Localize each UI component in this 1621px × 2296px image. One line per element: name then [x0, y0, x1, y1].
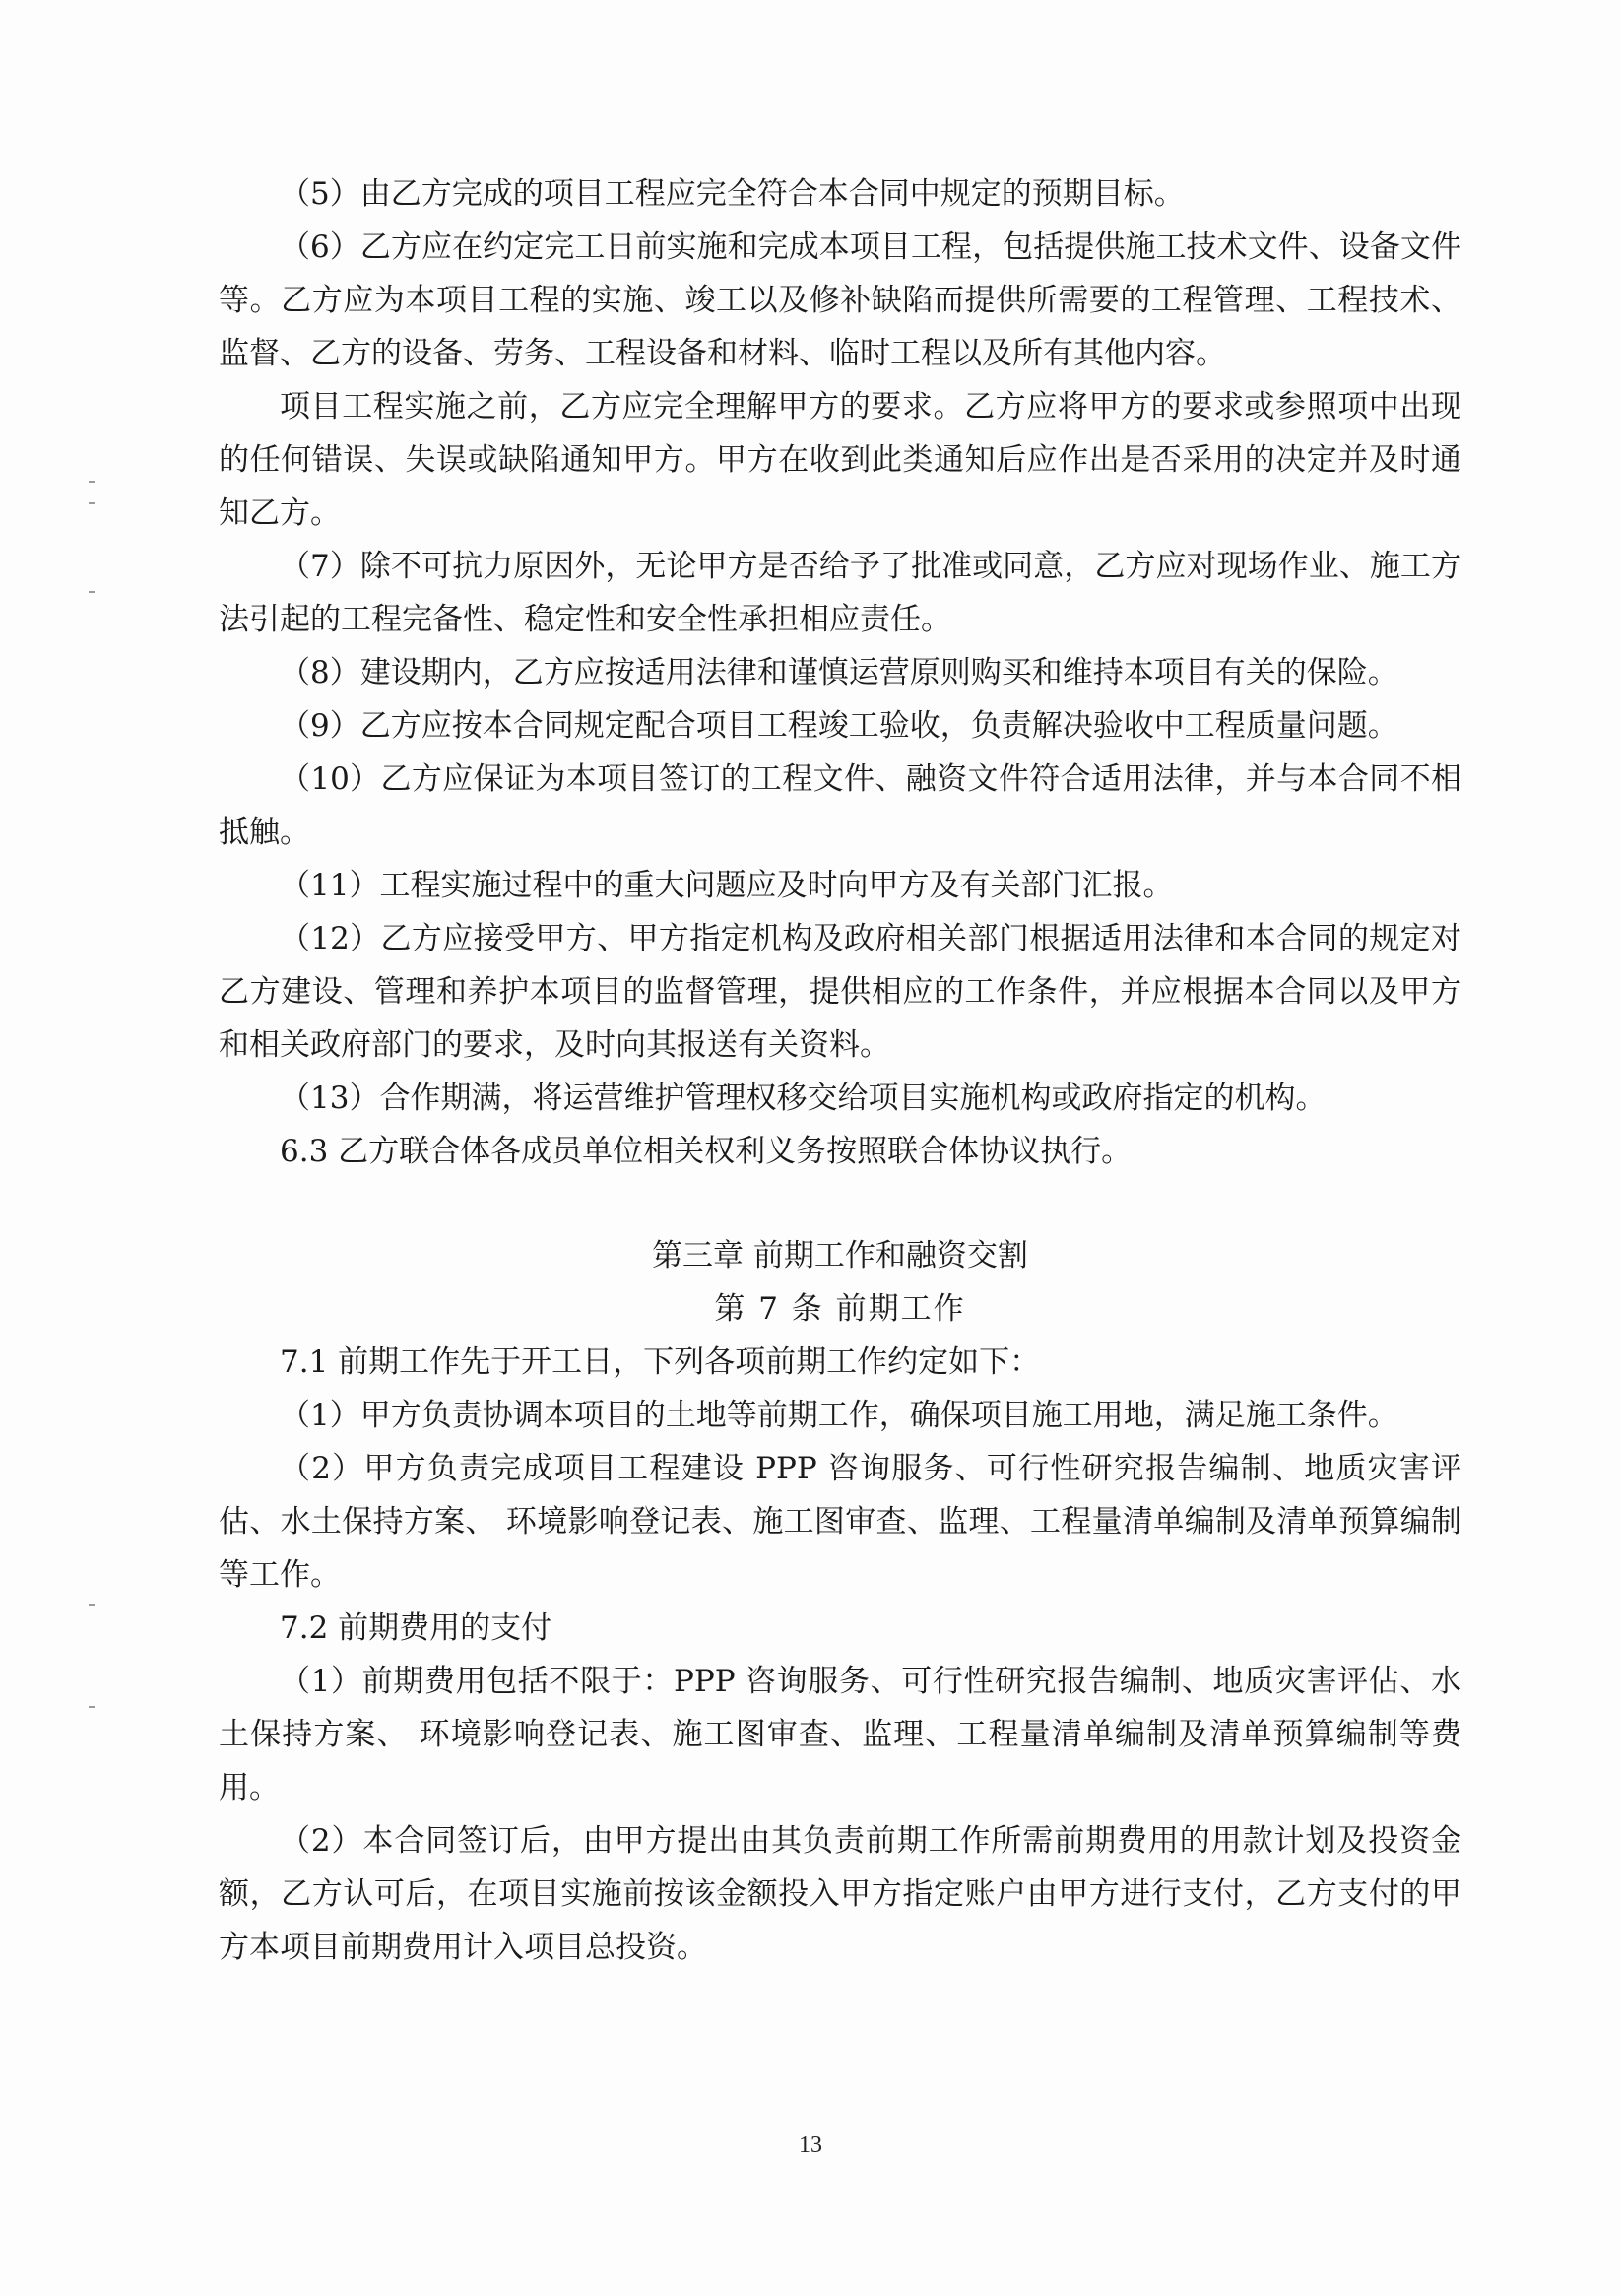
paragraph: （1）甲方负责协调本项目的土地等前期工作，确保项目施工用地，满足施工条件。 — [280, 1398, 1398, 1433]
paragraph: （13）合作期满，将运营维护管理权移交给项目实施机构或政府指定的机构。 — [280, 1081, 1327, 1116]
scan-margin-mark — [89, 502, 95, 504]
paragraph: （5）由乙方完成的项目工程应完全符合本合同中规定的预期目标。 — [280, 176, 1185, 212]
paragraph: （12）乙方应接受甲方、甲方指定机构及政府相关部门根据适用法律和本合同的规定对乙方建设、管理和养护本项目的监督管理，提供相应的工作条件，并应根据本合同以及甲方和相关政府部门的要求，及时向其报送有关资料。 — [219, 921, 1461, 1063]
scan-margin-mark — [89, 1604, 95, 1606]
document-body — [219, 167, 1461, 1974]
paragraph: （7）除不可抗力原因外，无论甲方是否给予了批准或同意，乙方应对现场作业、施工方法引起的工程完备性、稳定性和安全性承担相应责任。 — [219, 549, 1461, 637]
paragraph: 6.3 乙方联合体各成员单位相关权利义务按照联合体协议执行。 — [280, 1134, 1133, 1169]
scan-margin-mark — [89, 481, 95, 483]
paragraph: （8）建设期内，乙方应按适用法律和谨慎运营原则购买和维持本项目有关的保险。 — [280, 655, 1398, 690]
paragraph: （10）乙方应保证为本项目签订的工程文件、融资文件符合适用法律，并与本合同不相抵触。 — [219, 761, 1461, 850]
scan-margin-mark — [89, 591, 95, 593]
paragraph: （1）前期费用包括不限于：PPP 咨询服务、可行性研究报告编制、地质灾害评估、水土保持方案、 环境影响登记表、施工图审查、监理、工程量清单编制及清单预算编制等费用。 — [219, 1664, 1461, 1805]
chapter-title: 第三章 前期工作和融资交割 — [652, 1238, 1028, 1274]
article-title: 第 7 条 前期工作 — [714, 1291, 966, 1327]
paragraph: （2）本合同签订后，由甲方提出由其负责前期工作所需前期费用的用款计划及投资金额，乙方认可后，在项目实施前按该金额投入甲方指定账户由甲方进行支付，乙方支付的甲方本项目前期费用计入项目总投资。 — [219, 1823, 1461, 1965]
paragraph: 7.2 前期费用的支付 — [280, 1610, 552, 1646]
scan-margin-mark — [89, 1706, 95, 1708]
paragraph: （2）甲方负责完成项目工程建设 PPP 咨询服务、可行性研究报告编制、地质灾害评估、水土保持方案、 环境影响登记表、施工图审查、监理、工程量清单编制及清单预算编制等工作。 — [219, 1451, 1461, 1593]
paragraph: 7.1 前期工作先于开工日，下列各项前期工作约定如下： — [280, 1345, 1041, 1380]
page-number: 13 — [799, 2132, 822, 2158]
paragraph: 项目工程实施之前，乙方应完全理解甲方的要求。乙方应将甲方的要求或参照项中出现的任何错误、失误或缺陷通知甲方。甲方在收到此类通知后应作出是否采用的决定并及时通知乙方。 — [219, 389, 1461, 531]
paragraph: （6）乙方应在约定完工日前实施和完成本项目工程，包括提供施工技术文件、设备文件等。乙方应为本项目工程的实施、竣工以及修补缺陷而提供所需要的工程管理、工程技术、监督、乙方的设备、劳务、工程设备和材料、临时工程以及所有其他内容。 — [219, 230, 1461, 371]
paragraph: （11）工程实施过程中的重大问题应及时向甲方及有关部门汇报。 — [280, 868, 1174, 903]
paragraph: （9）乙方应按本合同规定配合项目工程竣工验收，负责解决验收中工程质量问题。 — [280, 708, 1398, 744]
